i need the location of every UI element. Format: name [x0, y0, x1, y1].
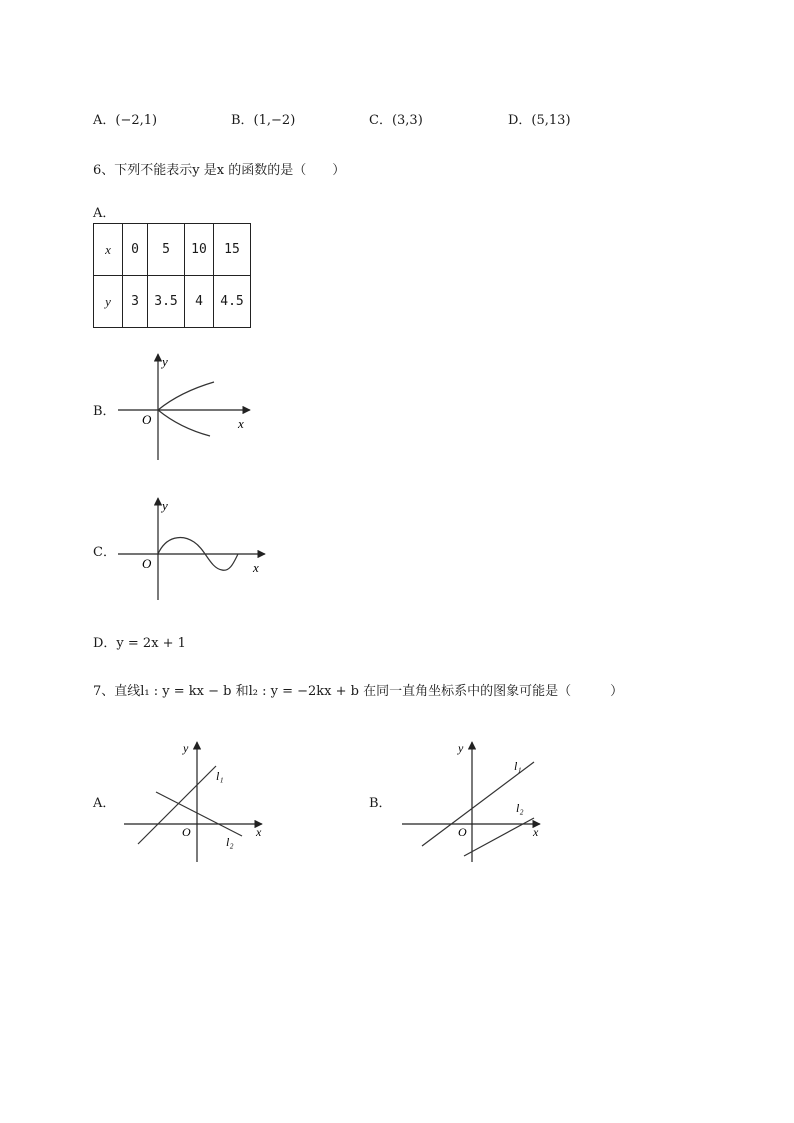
line-l2 — [156, 792, 242, 836]
table-cell: 4.5 — [214, 276, 251, 328]
l2-label: l₂ — [226, 835, 234, 849]
origin-label: O — [458, 825, 467, 839]
table-cell: y — [94, 276, 123, 328]
table-cell: 3 — [123, 276, 148, 328]
x-axis-label: x — [253, 560, 259, 575]
y-axis-label: y — [458, 741, 464, 755]
y-axis-label: y — [162, 498, 168, 513]
q7-option-a-label[interactable]: A． — [93, 796, 116, 811]
q6-option-a-label[interactable]: A． — [93, 206, 116, 221]
l1-label: l₁ — [514, 759, 522, 773]
q7-option-b-label[interactable]: B． — [369, 796, 392, 811]
table-row — [94, 224, 251, 276]
table-cell: x — [94, 224, 123, 276]
q6-stem: 6、下列不能表示y 是x 的函数的是（ ） — [93, 163, 346, 178]
origin-label: O — [142, 556, 152, 571]
q6-option-d[interactable]: D．y = 2x + 1 — [93, 636, 186, 651]
sideways-parabola-curve — [158, 382, 214, 436]
origin-label: O — [142, 412, 152, 427]
q6-option-b-label[interactable]: B． — [93, 404, 116, 419]
q6-graph-b — [110, 348, 270, 468]
l1-label: l₁ — [216, 769, 224, 783]
table-row — [94, 276, 251, 328]
q7-stem: 7、直线l₁ : y = kx − b 和l₂ : y = −2kx + b 在同一直角坐标系中的图象可能是（ ） — [93, 684, 624, 699]
table-cell: 4 — [185, 276, 214, 328]
table-cell: 0 — [123, 224, 148, 276]
l2-label: l₂ — [516, 801, 524, 815]
q5-option-b[interactable]: B．(1,−2) — [231, 113, 296, 128]
table-cell: 10 — [185, 224, 214, 276]
y-axis-label: y — [162, 354, 168, 369]
q5-option-d[interactable]: D．(5,13) — [508, 113, 571, 128]
x-axis-label: x — [238, 416, 244, 431]
line-l1 — [138, 766, 216, 844]
q7-graph-b — [398, 736, 548, 866]
x-axis-label: x — [256, 825, 262, 839]
q5-option-a[interactable]: A．(−2,1) — [93, 113, 158, 128]
q6-function-table — [93, 223, 251, 328]
q6-graph-c — [110, 492, 275, 607]
q6-option-c-label[interactable]: C． — [93, 545, 116, 560]
q7-graph-a — [120, 736, 270, 866]
table-cell: 3.5 — [148, 276, 185, 328]
table-cell: 5 — [148, 224, 185, 276]
y-axis-label: y — [183, 741, 189, 755]
table-cell: 15 — [214, 224, 251, 276]
origin-label: O — [182, 825, 191, 839]
q5-option-c[interactable]: C．(3,3) — [369, 113, 423, 128]
x-axis-label: x — [533, 825, 539, 839]
